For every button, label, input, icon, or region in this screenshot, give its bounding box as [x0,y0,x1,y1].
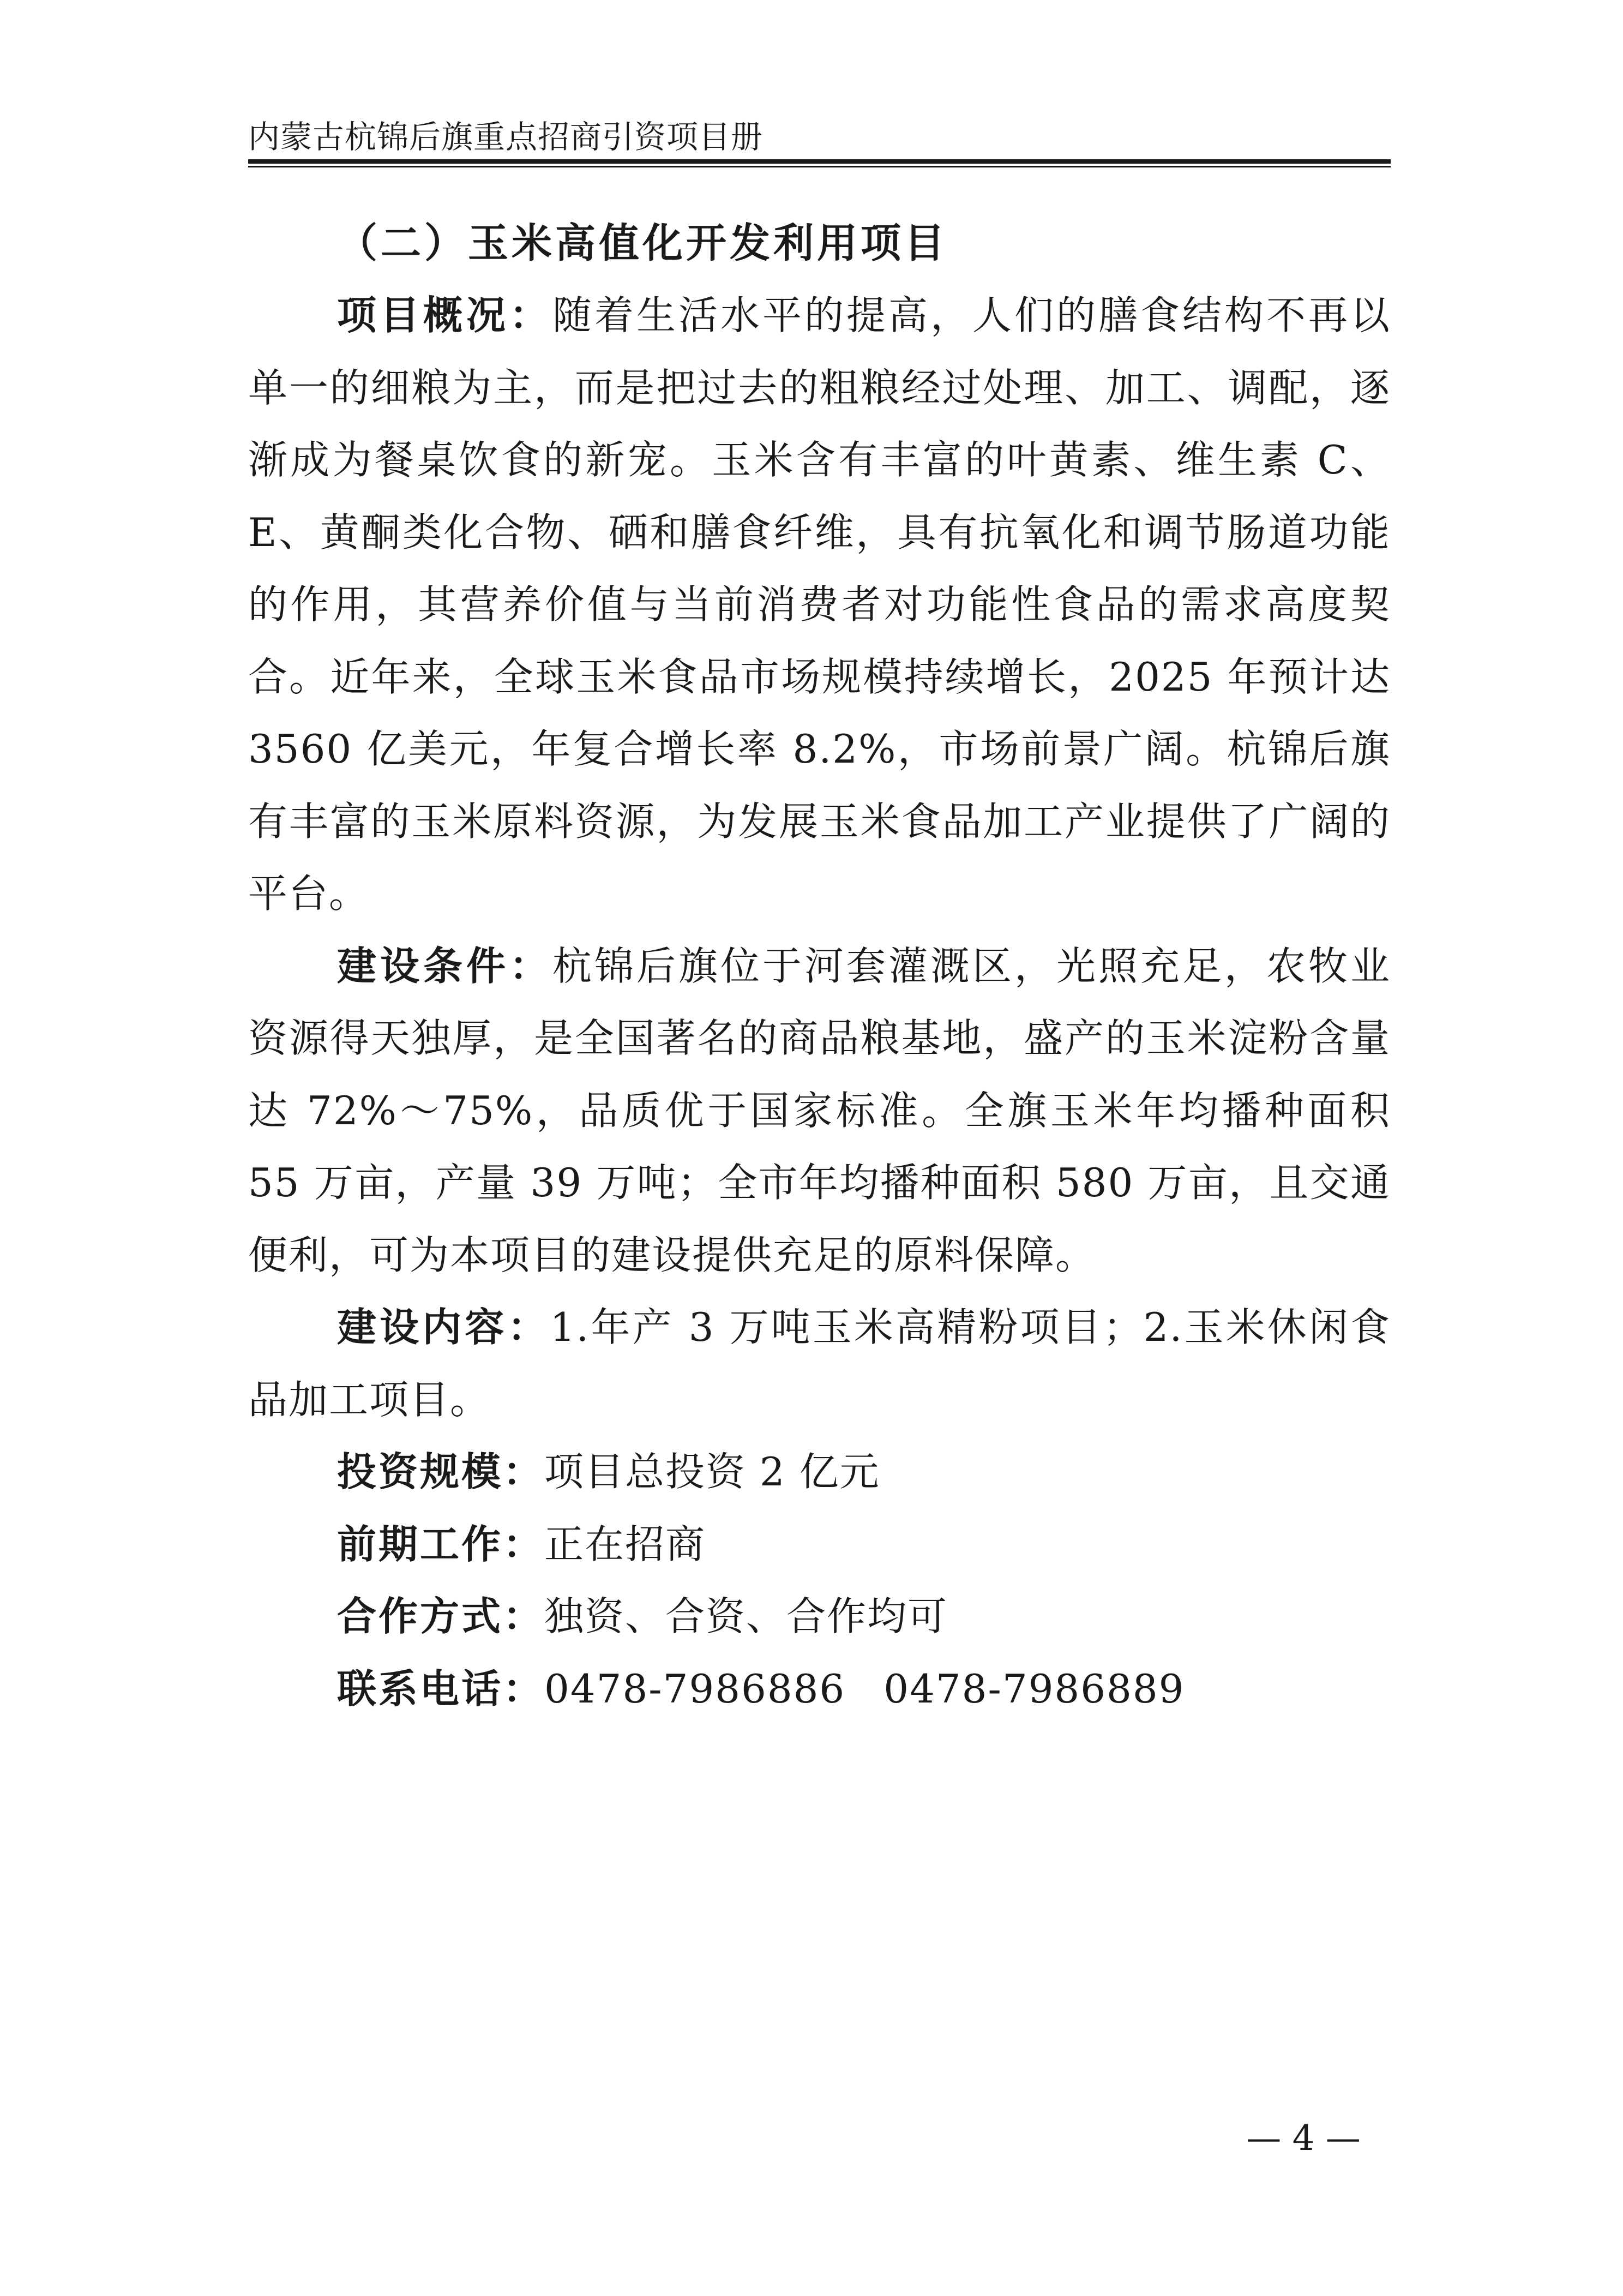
page-number: — 4 — [1246,2118,1361,2159]
conditions-paragraph [248,930,1391,1292]
overview-text: 随着生活水平的提高，人们的膳食结构不再以单一的细粮为主，而是把过去的粗粮经过处理、加工、调配，逐渐成为餐桌饮食的新宠。玉米含有丰富的叶黄素、维生素 C、E、黄酮类化合物、硒和膳食纤维，具有抗氧化和调节肠道功能的作用，其营养价值与当前消费者对功能性食品的需求高度契合。近年来，全球玉米食品市场规模持续增长，2025 年预计达 3560 亿美元，年复合增长率 8.2%，市场前景广阔。杭锦后旗有丰富的玉米原料资源，为发展玉米食品加工产业提供了广阔的平台。 [248,292,1391,916]
header-title: 内蒙古杭锦后旗重点招商引资项目册 [248,118,764,155]
conditions-label: 建设条件： [337,943,552,989]
content-text: 1.年产 3 万吨玉米高精粉项目；2.玉米休闲食品加工项目。 [248,1304,1391,1423]
contact-line [248,1653,1391,1725]
contact-phone-1: 0478-7986886 [544,1665,846,1712]
header-rule-thick [248,159,1391,164]
overview-paragraph [248,279,1391,930]
cooperation-label: 合作方式： [337,1593,545,1639]
contact-phone-2: 0478-7986889 [883,1665,1185,1712]
investment-text: 项目总投资 2 亿元 [544,1449,880,1495]
overview-label: 项目概况： [337,292,552,338]
contact-label: 联系电话： [337,1665,545,1712]
content-label: 建设内容： [337,1304,550,1350]
conditions-text: 杭锦后旗位于河套灌溉区，光照充足，农牧业资源得天独厚，是全国著名的商品粮基地，盛产的玉米淀粉含量达 72%～75%，品质优于国家标准。全旗玉米年均播种面积 55 万亩，产量 39 万吨；全市年均播种面积 580 万亩，且交通便利，可为本项目的建设提供充足的原料保障。 [248,943,1391,1278]
header-rule-thin [248,166,1391,167]
cooperation-line [248,1580,1391,1653]
preliminary-label: 前期工作： [337,1521,545,1567]
cooperation-text: 独资、合资、合作均可 [544,1593,948,1639]
investment-line [248,1436,1391,1508]
content-paragraph [248,1291,1391,1436]
document-body [248,207,1391,1725]
page-header [248,107,1391,167]
preliminary-text: 正在招商 [544,1521,706,1567]
section-heading: （二）玉米高值化开发利用项目 [337,220,948,267]
preliminary-line [248,1508,1391,1581]
investment-label: 投资规模： [337,1449,545,1495]
